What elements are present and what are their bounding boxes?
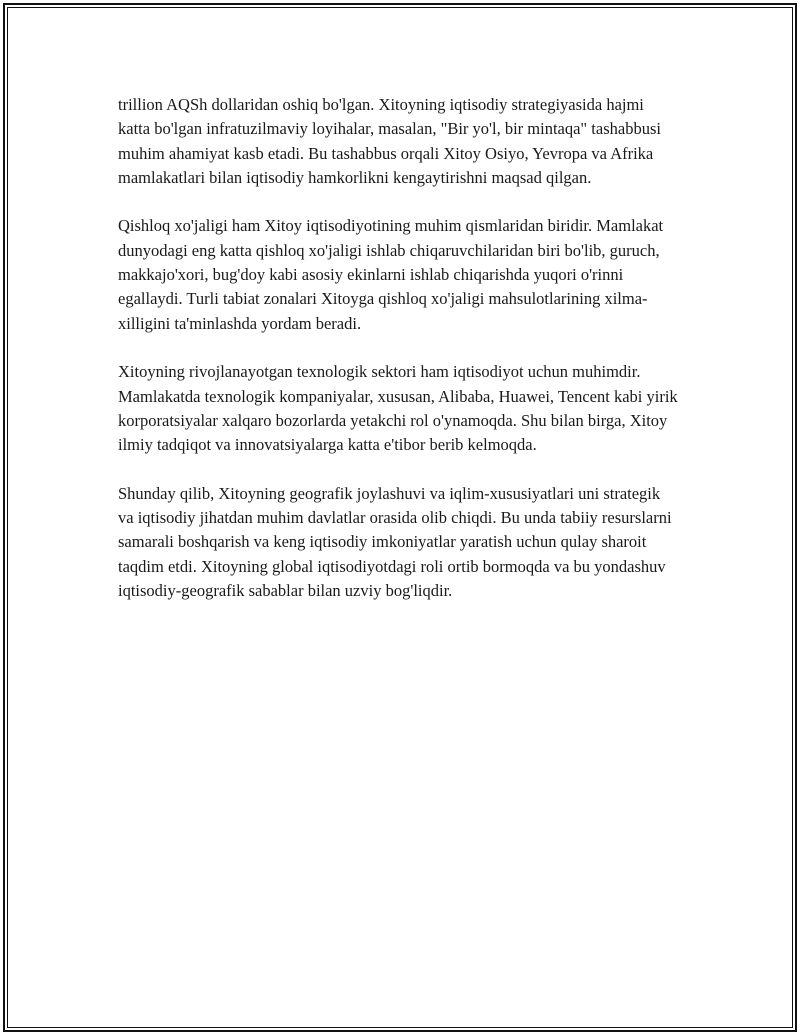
paragraph-technology: Xitoyning rivojlanayotgan texnologik sektori ham iqtisodiyot uchun muhimdir. Mamlakatda texnologik kompaniyalar, xususan, Alibaba, Huawei, Tencent kabi yirik korporatsiyalar xalqaro bozorlarda yetakchi rol o'ynamoqda. Shu bilan birga, Xitoy ilmiy tadqiqot va innovatsiyalarga katta e'tibor berib kelmoqda.: [118, 362, 678, 455]
paragraph-agriculture: Qishloq xo'jaligi ham Xitoy iqtisodiyotining muhim qismlaridan biridir. Mamlakat dunyodagi eng katta qishloq xo'jaligi ishlab chiqaruvchilaridan biri bo'lib, guruch, makkajo'xori, bug'doy kabi asosiy ekinlarni ishlab chiqarishda yuqori o'rinni egallaydi. Turli tabiat zonalari Xitoyga qishloq xo'jaligi mahsulotlarining xilma-xilligini ta'minlashda yordam beradi.: [118, 216, 664, 333]
paragraph-conclusion: Shunday qilib, Xitoyning geografik joylashuvi va iqlim-xususiyatlari uni strategik va iqtisodiy jihatdan muhim davlatlar orasida olib chiqdi. Bu unda tabiiy resurslarni samarali boshqarish va keng iqtisodiy imkoniyatlar yaratish uchun qulay sharoit taqdim etdi. Xitoyning global iqtisodiyotdagi roli ortib bormoqda va bu yondashuv iqtisodiy-geografik sabablar bilan uzviy bog'liqdir.: [118, 483, 672, 600]
paragraph-economy-strategy: trillion AQSh dollaridan oshiq bo'lgan. Xitoyning iqtisodiy strategiyasida hajmi katta bo'lgan infratuzilmaviy loyihalar, masalan, "Bir yo'l, bir mintaqa" tashabbusi muhim ahamiyat kasb etadi. Bu tashabbus orqali Xitoy Osiyo, Yevropa va Afrika mamlakatlari bilan iqtisodiy hamkorlikni kengaytirishni maqsad qilgan.: [118, 95, 661, 187]
document-body: [118, 93, 678, 628]
